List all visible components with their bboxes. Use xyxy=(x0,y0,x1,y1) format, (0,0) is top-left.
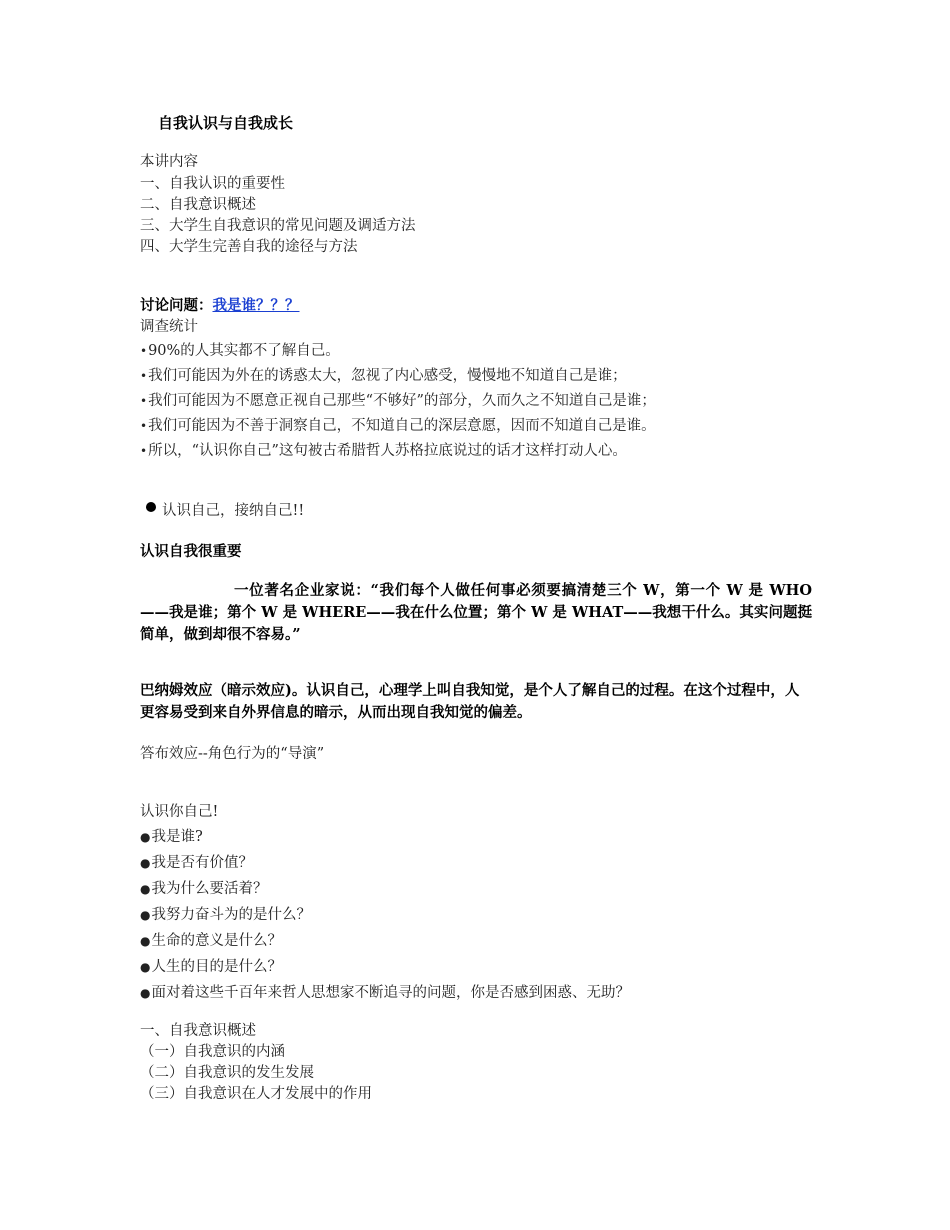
section-one-heading: 一、自我意识概述 xyxy=(140,1023,256,1039)
survey-bullet: •我们可能因为外在的诱惑太大，忽视了内心感受，慢慢地不知道自己是谁； xyxy=(140,368,627,384)
question-item: ●生命的意义是什么？ xyxy=(140,933,282,949)
bullet-icon: ● xyxy=(140,934,151,948)
importance-heading: 认识自我很重要 xyxy=(140,543,242,560)
bullet-icon: • xyxy=(140,344,148,358)
large-bullet-icon xyxy=(146,502,156,512)
entrepreneur-quote: 一位著名企业家说：“我们每个人做任何事必须要搞清楚三个 W，第一个 W 是 WHO——我是谁；第个 W 是 WHERE——我在什么位置；第个 W 是 WHAT——我想干什么。其实问题挺简单，做到却很不容易。” xyxy=(140,582,812,643)
question-item: ●我是否有价值？ xyxy=(140,855,253,871)
question-item: ●面对着这些千百年来哲人思想家不断追寻的问题，你是否感到困惑、无助？ xyxy=(140,985,630,1001)
question-item: ●我为什么要活着？ xyxy=(140,881,268,897)
bullet-icon: ● xyxy=(140,830,151,844)
survey-heading: 调查统计 xyxy=(140,319,198,335)
outline-item: 四、大学生完善自我的途径与方法 xyxy=(140,239,358,255)
section-one-item: （二）自我意识的发生发展 xyxy=(140,1065,314,1081)
bullet-icon: ● xyxy=(140,856,151,870)
section-one-item: （三）自我意识在人才发展中的作用 xyxy=(140,1086,372,1102)
know-yourself-heading: 认识你自己! xyxy=(140,804,219,820)
outline-item: 三、大学生自我意识的常见问题及调适方法 xyxy=(140,218,416,234)
bullet-icon: ● xyxy=(140,882,151,896)
survey-bullet: •90%的人其实都不了解自己。 xyxy=(140,343,340,359)
bullet-icon: • xyxy=(140,419,148,433)
survey-bullet: •我们可能因为不愿意正视自己那些“不够好”的部分，久而久之不知道自己是谁； xyxy=(140,393,656,409)
bullet-icon: ● xyxy=(140,960,151,974)
bullet-icon: • xyxy=(140,444,148,458)
question-item: ●人生的目的是什么？ xyxy=(140,959,282,975)
bullet-icon: ● xyxy=(140,908,151,922)
survey-bullet: •所以，“认识你自己”这句被古希腊哲人苏格拉底说过的话才这样打动人心。 xyxy=(140,443,627,459)
outline-heading: 本讲内容 xyxy=(140,154,198,170)
section-one-item: （一）自我意识的内涵 xyxy=(140,1044,285,1060)
discussion-line xyxy=(140,296,300,316)
document-title: 自我认识与自我成长 xyxy=(158,114,294,132)
dabu-effect-line: 答布效应--角色行为的“导演” xyxy=(140,746,325,762)
outline-item: 二、自我意识概述 xyxy=(140,197,256,213)
question-item: ●我努力奋斗为的是什么？ xyxy=(140,907,311,923)
discussion-label: 讨论问题： xyxy=(140,297,213,314)
bullet-icon: ● xyxy=(140,986,151,1000)
barnum-effect-paragraph: 巴纳姆效应（暗示效应)。认识自己，心理学上叫自我知觉，是个人了解自己的过程。在这个过程中，人更容易受到来自外界信息的暗示，从而出现自我知觉的偏差。 xyxy=(140,682,800,721)
who-am-i-link[interactable]: 我是谁？？？ xyxy=(212,297,300,314)
survey-bullet: •我们可能因为不善于洞察自己，不知道自己的深层意愿，因而不知道自己是谁。 xyxy=(140,418,656,434)
bullet-icon: • xyxy=(140,369,148,383)
question-item: ●我是谁? xyxy=(140,829,203,845)
outline-item: 一、自我认识的重要性 xyxy=(140,176,285,192)
accept-yourself-line: 认识自己，接纳自己!! xyxy=(162,503,305,519)
bullet-icon: • xyxy=(140,394,148,408)
